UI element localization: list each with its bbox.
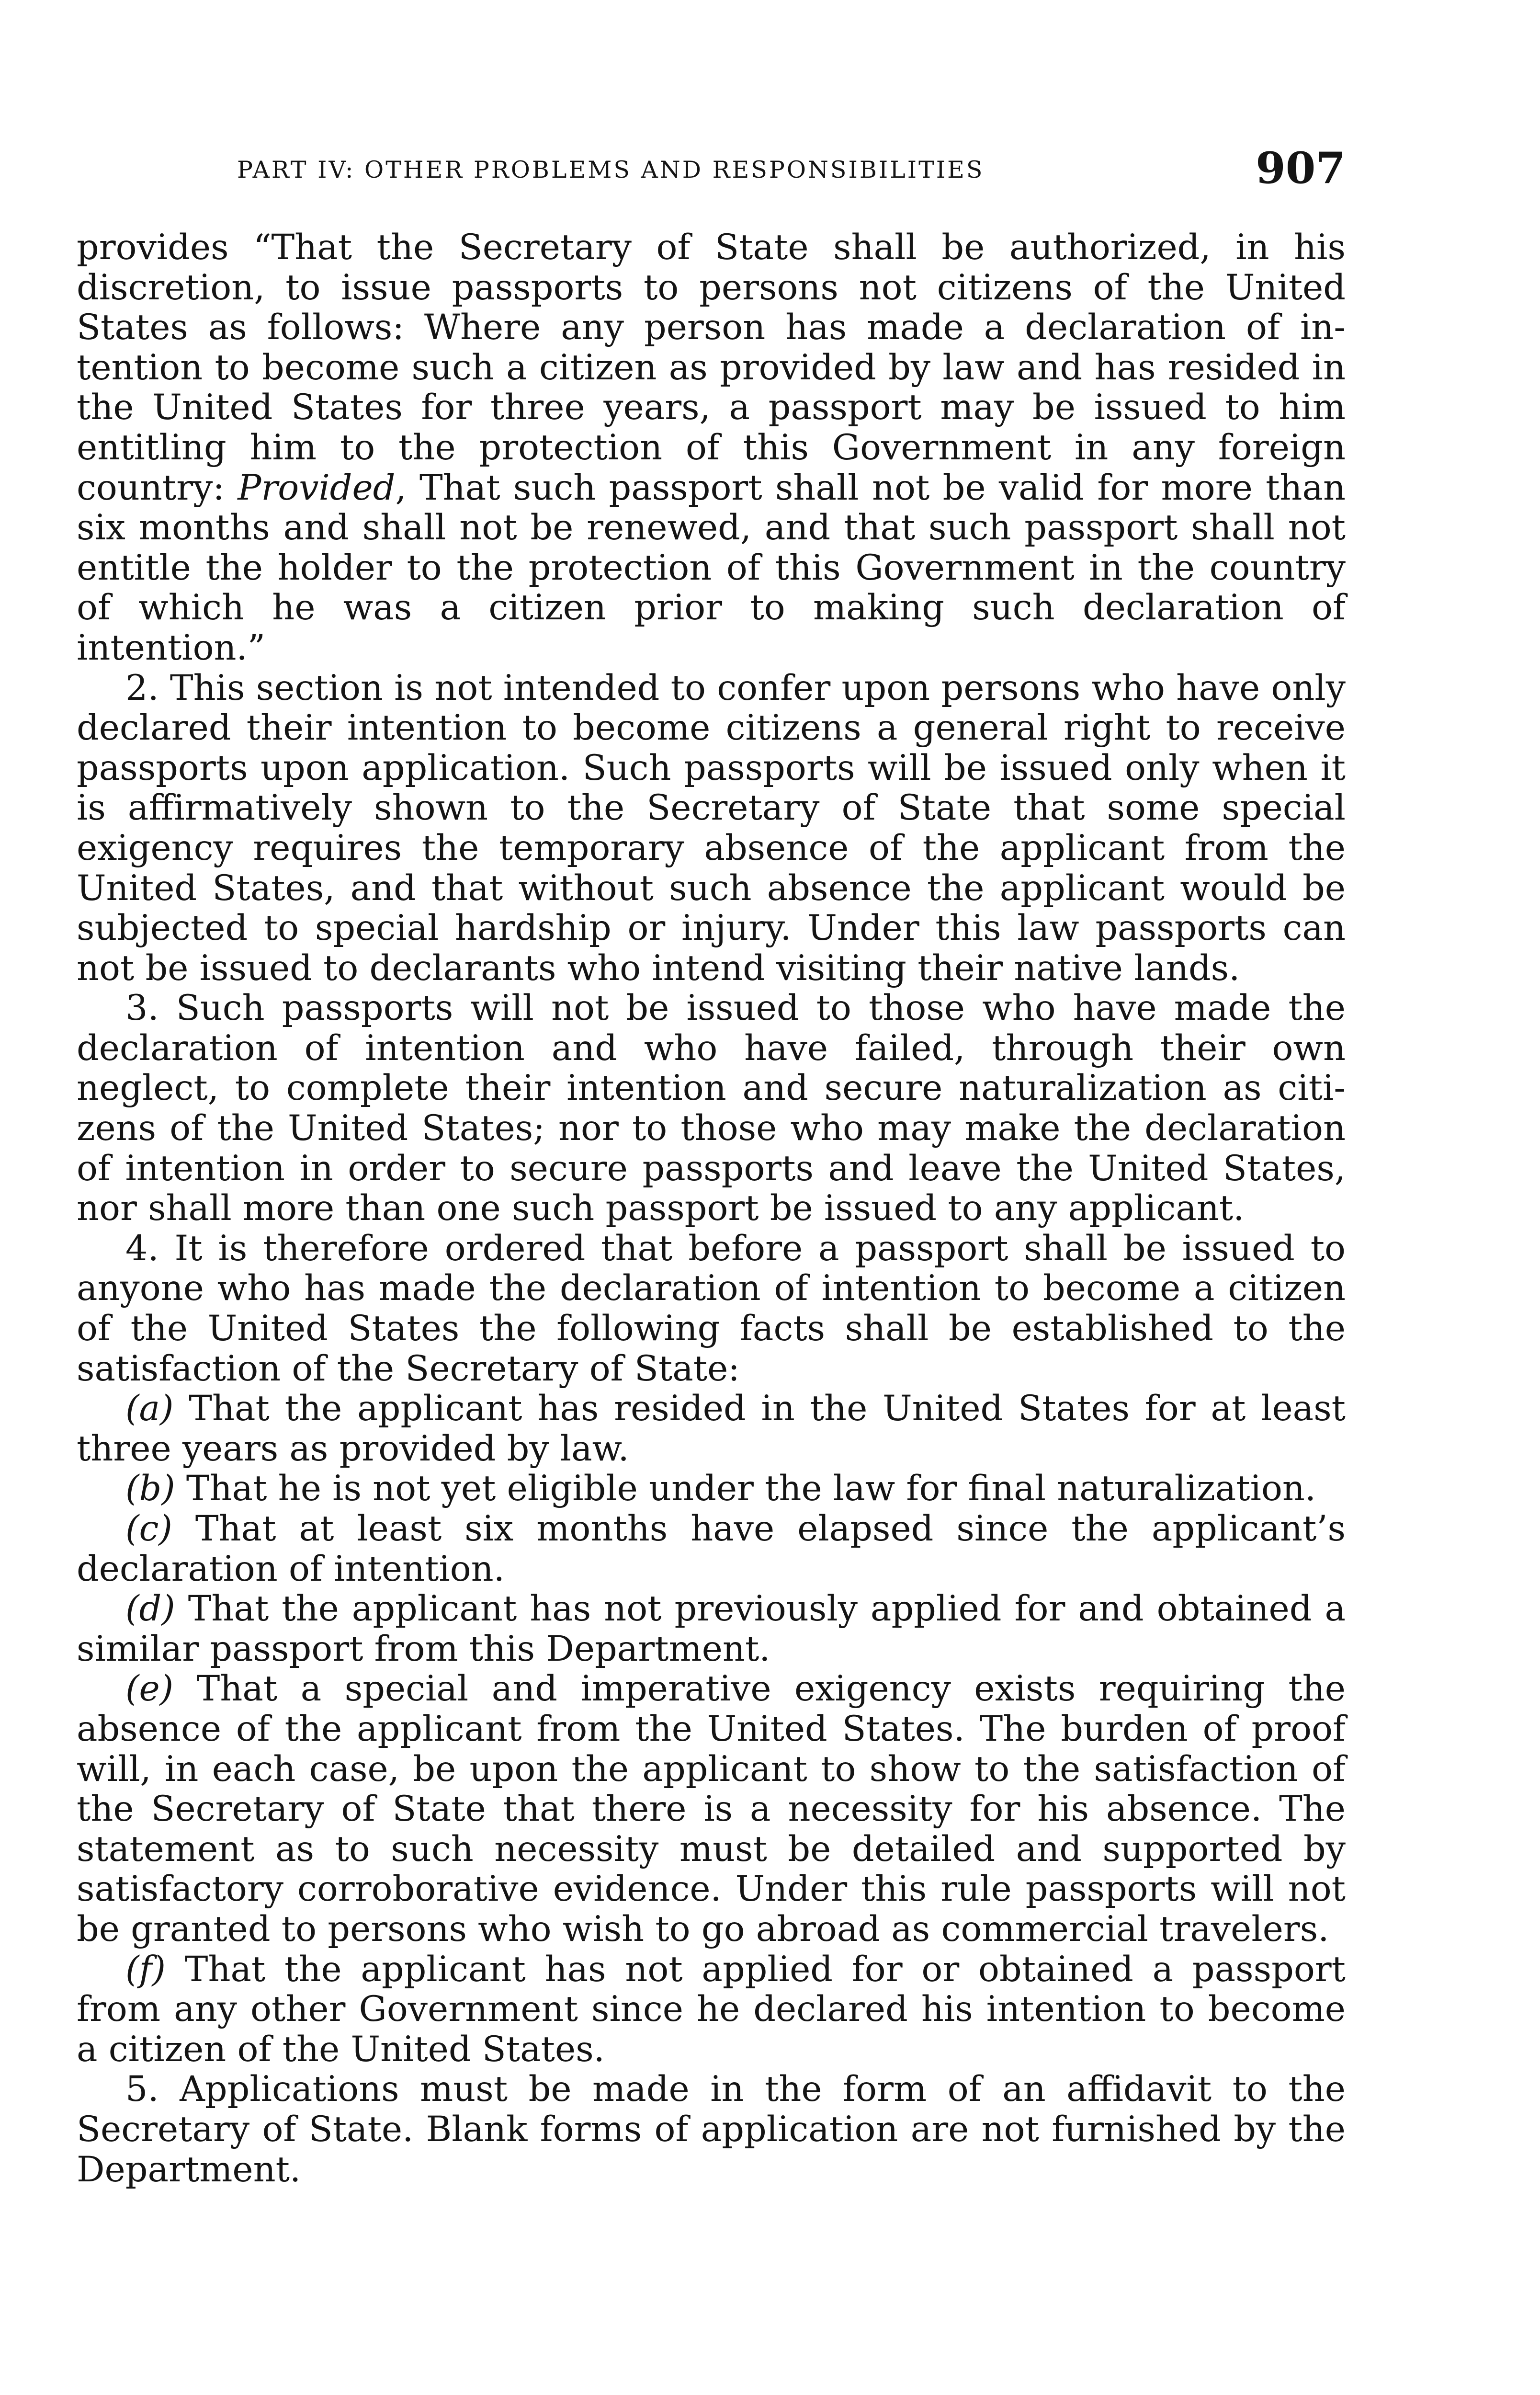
clause-label: (b) bbox=[125, 1468, 175, 1509]
clause-label: (c) bbox=[125, 1508, 172, 1549]
clause-text: That at least six months have elapsed since the applicant’s declaration of intention. bbox=[77, 1508, 1346, 1589]
intro-text-continued: , That such passport shall not be valid for more than six months and shall not be renewed, and that such passport shall not entitle the holder to the protection of this Government in the country of which he was a citizen prior to making such declaration of intention.” bbox=[77, 467, 1346, 668]
clause-text: That he is not yet eligible under the law for final naturalization. bbox=[175, 1468, 1316, 1509]
provided-word: Provided bbox=[238, 467, 396, 508]
clause-label: (e) bbox=[125, 1668, 174, 1710]
page-body bbox=[77, 228, 1346, 2190]
clause-text: That the applicant has resided in the United States for at least three years as provided by law. bbox=[77, 1388, 1346, 1469]
paragraph-3: 3. Such passports will not be issued to those who have made the declaration of intention and who have failed, through their own neglect, to complete their intention and secure naturalization as citizens of the United States; nor to those who may make the declaration of intention in order to secure passports and leave the United States, nor shall more than one such passport be issued to any applicant. bbox=[77, 988, 1346, 1229]
intro-paragraph bbox=[77, 228, 1346, 668]
clause-text: That the applicant has not previously applied for and obtained a similar passport from this Department. bbox=[77, 1588, 1346, 1669]
clause-e bbox=[77, 1669, 1346, 1949]
clause-label: (a) bbox=[125, 1388, 174, 1429]
paragraph-2: 2. This section is not intended to confer upon persons who have only declared their intention to become citizens a general right to receive passports upon application. Such passports will be issued only when it is affirmatively shown to the Secretary of State that some special exigency requires the temporary absence of the applicant from the United States, and that without such absence the applicant would be subjected to special hardship or injury. Under this law passports can not be issued to declarants who intend visiting their native lands. bbox=[77, 667, 1346, 989]
page-header bbox=[77, 143, 1346, 200]
paragraph-4: 4. It is therefore ordered that before a passport shall be issued to anyone who has made the declaration of intention to become a citizen of the United States the following facts shall be established to the satisfaction of the Secretary of State: bbox=[77, 1228, 1346, 1389]
clause-a bbox=[77, 1389, 1346, 1469]
intro-text: provides “That the Secretary of State shall be authorized, in his discretion, to issue passports to persons not citizens of the United States as follows: Where any person has made a declaration of intention to become such a citizen as provided by law and has resided in the United States for three years, a passport may be issued to him entitling him to the protection of this Government in any foreign country: bbox=[77, 227, 1346, 508]
clause-b bbox=[77, 1469, 1346, 1509]
clause-text: That the applicant has not applied for or obtained a passport from any other Government since he declared his intention to become a citizen of the United States. bbox=[77, 1949, 1346, 2070]
clause-label: (d) bbox=[125, 1588, 175, 1630]
paragraph-5: 5. Applications must be made in the form of an affidavit to the Secretary of State. Blank forms of application are not furnished by the Department. bbox=[77, 2069, 1346, 2190]
clause-text: That a special and imperative exigency exists requiring the absence of the applicant from the United States. The burden of proof will, in each case, be upon the applicant to show to the satisfaction of the Secretary of State that there is a necessity for his absence. The statement as to such necessity must be detailed and supported by satisfactory corroborative evidence. Under this rule passports will not be granted to persons who wish to go abroad as commercial travelers. bbox=[77, 1668, 1346, 1950]
running-head: PART IV: OTHER PROBLEMS AND RESPONSIBILITIES bbox=[237, 156, 985, 183]
clause-d bbox=[77, 1589, 1346, 1669]
page-number: 907 bbox=[1256, 143, 1346, 194]
clause-label: (f) bbox=[125, 1949, 166, 1990]
clause-c bbox=[77, 1509, 1346, 1589]
clause-f bbox=[77, 1950, 1346, 2070]
